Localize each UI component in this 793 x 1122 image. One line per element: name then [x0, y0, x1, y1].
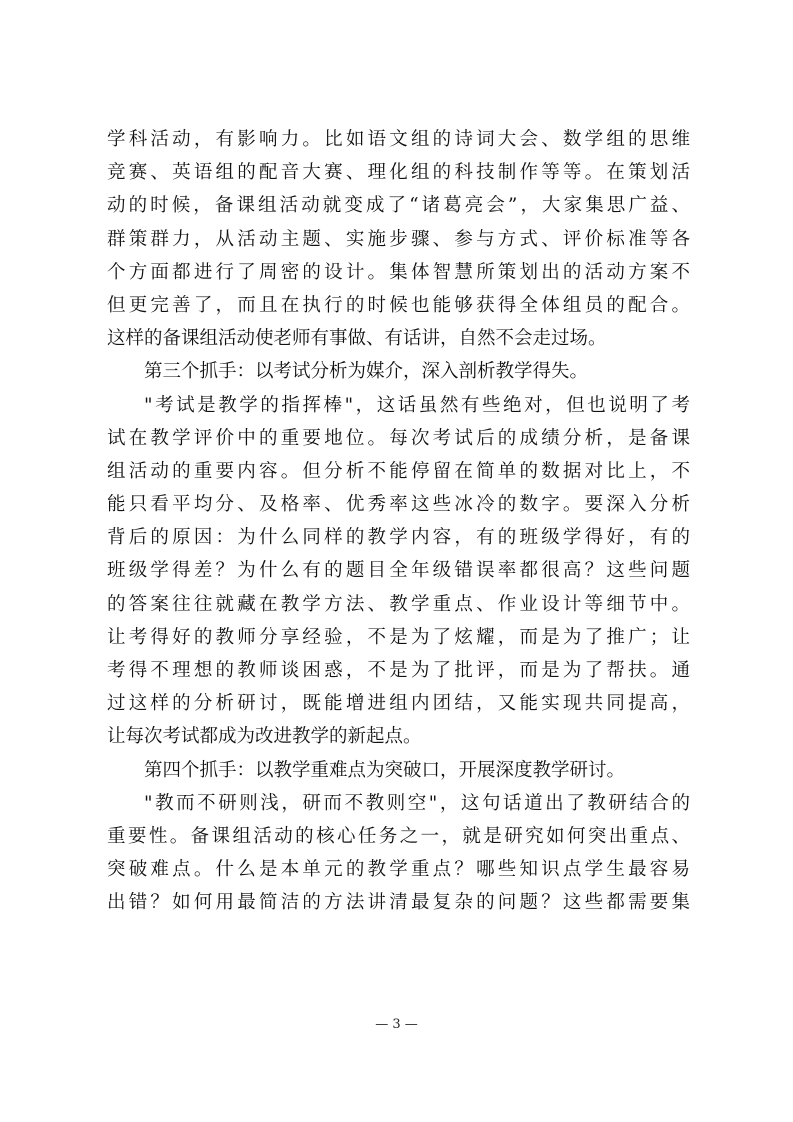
- text-line: 群策群力，从活动主题、实施步骤、参与方式、评价标准等各: [107, 228, 690, 250]
- text-line: 出错？如何用最简洁的方法讲清最复杂的问题？这些都需要集: [107, 892, 690, 914]
- text-line: 个方面都进行了周密的设计。集体智慧所策划出的活动方案不: [107, 261, 690, 283]
- text-line: 学科活动，有影响力。比如语文组的诗词大会、数学组的思维: [107, 129, 690, 150]
- text-line: 这样的备课组活动使老师有事做、有话讲，自然不会走过场。: [107, 328, 607, 350]
- text-line: 动的时候，备课组活动就变成了“诸葛亮会”，大家集思广益、: [107, 195, 690, 217]
- text-line: 试在教学评价中的重要地位。每次考试后的成绩分析，是备课: [107, 427, 690, 449]
- text-line: 组活动的重要内容。但分析不能停留在简单的数据对比上，不: [107, 460, 690, 482]
- text-line: 能只看平均分、及格率、优秀率这些冰冷的数字。要深入分析: [107, 494, 690, 516]
- text-line: 突破难点。什么是本单元的教学重点？哪些知识点学生最容易: [107, 859, 690, 881]
- body-text: [107, 123, 690, 920]
- text-line: "考试是教学的指挥棒"，这话虽然有些绝对，但也说明了考: [144, 394, 690, 416]
- text-line: "教而不研则浅，研而不教则空"，这句话道出了教研结合的: [144, 792, 690, 814]
- text-line: 竞赛、英语组的配音大赛、理化组的科技制作等等。在策划活: [107, 162, 690, 184]
- text-line: 过这样的分析研讨，既能增进组内团结，又能实现共同提高，: [107, 693, 690, 715]
- text-line: 但更完善了，而且在执行的时候也能够获得全体组员的配合。: [107, 294, 690, 316]
- text-line: 让每次考试都成为改进教学的新起点。: [107, 726, 422, 748]
- text-line: 重要性。备课组活动的核心任务之一，就是研究如何突出重点、: [107, 825, 690, 847]
- text-line: 班级学得差？为什么有的题目全年级错误率都很高？这些问题: [107, 560, 690, 582]
- text-line: 背后的原因：为什么同样的教学内容，有的班级学得好，有的: [107, 527, 690, 549]
- page-number: — 3 —: [375, 1017, 418, 1032]
- text-line: 的答案往往就藏在教学方法、教学重点、作业设计等细节中。: [107, 593, 690, 615]
- text-line: 考得不理想的教师谈困惑，不是为了批评，而是为了帮扶。通: [107, 660, 690, 681]
- section-heading-third: 第三个抓手：以考试分析为媒介，深入剖析教学得失。: [144, 361, 589, 383]
- text-line: 让考得好的教师分享经验，不是为了炫耀，而是为了推广；让: [107, 626, 690, 648]
- section-heading-fourth: 第四个抓手：以教学重难点为突破口，开展深度教学研讨。: [144, 759, 626, 781]
